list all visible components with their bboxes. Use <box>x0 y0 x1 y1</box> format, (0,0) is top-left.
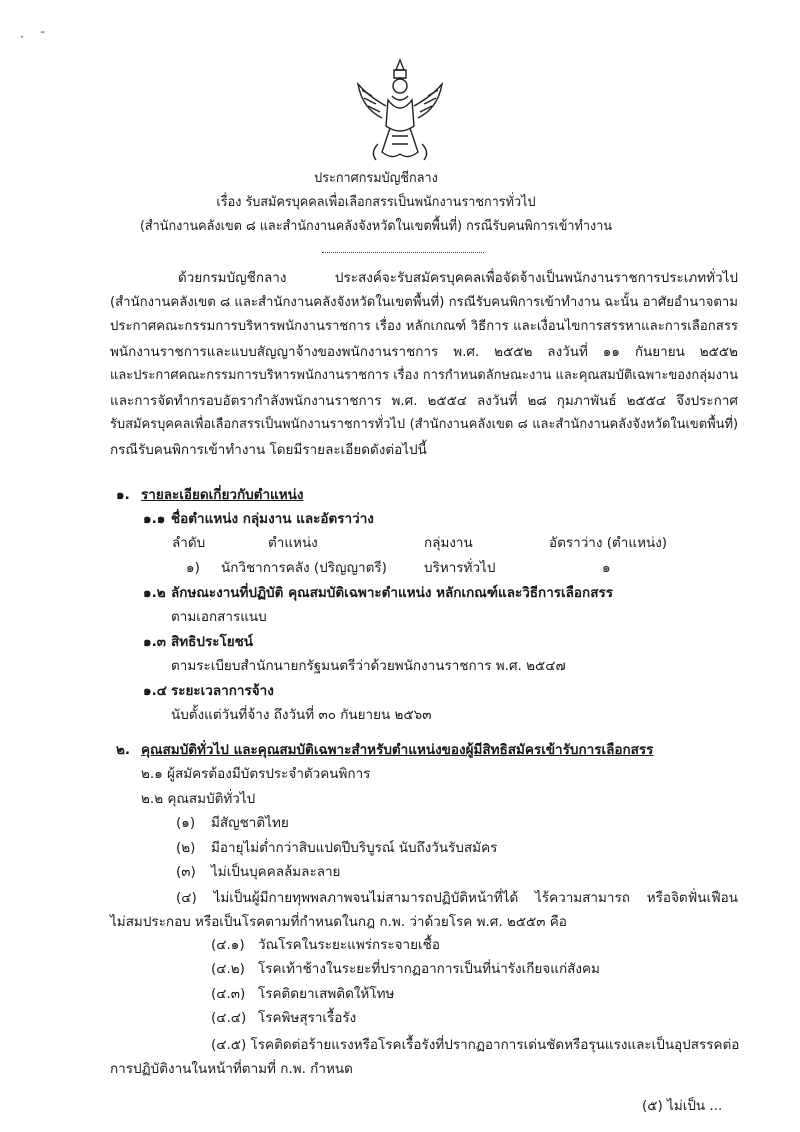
table-cell-position: นักวิชาการคลัง (ปริญญาตรี) <box>221 560 387 576</box>
section-2-number: ๒. <box>116 742 131 758</box>
scan-mark: · ˉ <box>20 30 52 44</box>
page-continuation: (๕) ไม่เป็น ... <box>642 1098 723 1114</box>
intro-line-7: รับสมัครบุคคลเพื่อเลือกสรรเป็นพนักงานราชการทั่วไป (สำนักงานคลังเขต ๘ และสำนักงานคลังจังหวัดในเขตพื้นที่) <box>110 417 738 432</box>
qualification-2-text: มีอายุไม่ต่ำกว่าสิบแปดปีบริบูรณ์ นับถึงวันรับสมัคร <box>211 840 498 856</box>
section-1-3-title: สิทธิประโยชน์ <box>171 634 254 650</box>
section-1-3-number: ๑.๓ <box>143 634 166 650</box>
disease-3-number: (๔.๓) <box>211 986 246 1002</box>
garuda-emblem-icon <box>352 56 448 166</box>
section-1-3-body: ตามระเบียบสำนักนายกรัฐมนตรีว่าด้วยพนักงานราชการ พ.ศ. ๒๕๔๗ <box>171 658 566 674</box>
table-cell-group: บริหารทั่วไป <box>424 560 496 576</box>
document-subtitle: (สำนักงานคลังเขต ๘ และสำนักงานคลังจังหวัดในเขตพื้นที่) กรณีรับคนพิการเข้าทำงาน <box>139 218 612 234</box>
section-1-2-body: ตามเอกสารแนบ <box>171 609 267 625</box>
disease-1-text: วัณโรคในระยะแพร่กระจายเชื้อ <box>258 937 440 953</box>
disease-4-text: โรคพิษสุราเรื้อรัง <box>258 1010 357 1026</box>
disease-5-line-1: (๔.๕) โรคติดต่อร้ายแรงหรือโรคเรื้อรังที่ปรากฏอาการเด่นชัดหรือรุนแรงและเป็นอุปสรรคต่อ <box>211 1037 740 1053</box>
table-header-group: กลุ่มงาน <box>424 535 473 551</box>
disease-3-text: โรคติดยาเสพติดให้โทษ <box>258 986 395 1002</box>
section-1-number: ๑. <box>116 487 130 503</box>
document-subject: เรื่อง รับสมัครบุคคลเพื่อเลือกสรรเป็นพนักงานราชการทั่วไป <box>216 194 536 210</box>
section-1-1-title: ชื่อตำแหน่ง กลุ่มงาน และอัตราว่าง <box>171 511 374 527</box>
qualification-1-number: (๑) <box>176 815 196 831</box>
qualification-2-number: (๒) <box>176 840 196 856</box>
disease-4-number: (๔.๔) <box>211 1010 247 1026</box>
table-header-position: ตำแหน่ง <box>268 535 318 551</box>
section-2-1: ๒.๑ ผู้สมัครต้องมีบัตรประจำตัวคนพิการ <box>141 766 371 782</box>
qualification-4-line-1: (๔) ไม่เป็นผู้มีกายทุพพลภาพจนไม่สามารถปฏิบัติหน้าที่ได้ ไร้ความสามารถ หรือจิตฟั่นเฟือน <box>176 890 738 906</box>
section-1-4-title: ระยะเวลาการจ้าง <box>171 683 274 699</box>
section-1-2-number: ๑.๒ <box>143 585 166 601</box>
document-agency: ประกาศกรมบัญชีกลาง <box>314 170 438 186</box>
intro-line-6: และการจัดทำกรอบอัตรากำลังพนักงานราชการ พ.ศ. ๒๕๕๔ ลงวันที่ ๒๘ กุมภาพันธ์ ๒๕๕๔ จึงประกาศ <box>110 392 738 409</box>
intro-line-8: กรณีรับคนพิการเข้าทำงาน โดยมีรายละเอียดดังต่อไปนี้ <box>110 441 427 458</box>
intro-line-4: พนักงานราชการและแบบสัญญาจ้างของพนักงานราชการ พ.ศ. ๒๕๕๒ ลงวันที่ ๑๑ กันยายน ๒๕๕๒ <box>110 343 738 360</box>
section-2-title: คุณสมบัติทั่วไป และคุณสมบัติเฉพาะสำหรับตำแหน่งของผู้มีสิทธิสมัครเข้ารับการเลือกสรร <box>141 742 654 758</box>
table-header-order: ลำดับ <box>172 535 206 551</box>
intro-line-5: และประกาศคณะกรรมการบริหารพนักงานราชการ เรื่อง การกำหนดลักษณะงาน และคุณสมบัติเฉพาะของกลุ่มงาน <box>110 368 739 383</box>
section-1-2-title: ลักษณะงานที่ปฏิบัติ คุณสมบัติเฉพาะตำแหน่ง หลักเกณฑ์และวิธีการเลือกสรร <box>171 585 613 601</box>
title-divider <box>322 252 484 253</box>
qualification-4-line-2: ไม่สมประกอบ หรือเป็นโรคตามที่กำหนดในกฎ ก.พ. ว่าด้วยโรค พ.ศ. ๒๕๕๓ คือ <box>110 914 567 930</box>
disease-2-text: โรคเท้าช้างในระยะที่ปรากฏอาการเป็นที่น่ารังเกียจแก่สังคม <box>258 961 600 977</box>
table-cell-vacancy: ๑ <box>602 560 611 576</box>
section-1-title: รายละเอียดเกี่ยวกับตำแหน่ง <box>141 487 304 503</box>
section-1-1-number: ๑.๑ <box>143 511 166 527</box>
intro-line-2: (สำนักงานคลังเขต ๘ และสำนักงานคลังจังหวัดในเขตพื้นที่) กรณีรับคนพิการเข้าทำงาน ฉะนั้น อาศัยอำนาจตาม <box>110 294 738 310</box>
section-1-4-body: นับตั้งแต่วันที่จ้าง ถึงวันที่ ๓๐ กันยายน ๒๕๖๓ <box>171 707 432 723</box>
section-2-2: ๒.๒ คุณสมบัติทั่วไป <box>141 791 256 807</box>
qualification-3-text: ไม่เป็นบุคคลล้มละลาย <box>211 864 341 880</box>
section-1-4-number: ๑.๔ <box>143 683 167 699</box>
disease-1-number: (๔.๑) <box>211 937 245 953</box>
intro-line-1: ด้วยกรมบัญชีกลาง ประสงค์จะรับสมัครบุคคลเพื่อจัดจ้างเป็นพนักงานราชการประเภททั่วไป <box>178 270 738 286</box>
disease-5-line-2: การปฏิบัติงานในหน้าที่ตามที่ ก.พ. กำหนด <box>110 1061 353 1077</box>
table-header-vacancy: อัตราว่าง (ตำแหน่ง) <box>549 535 668 551</box>
qualification-3-number: (๓) <box>176 864 196 880</box>
qualification-1-text: มีสัญชาติไทย <box>211 815 289 831</box>
disease-2-number: (๔.๒) <box>211 961 245 977</box>
intro-line-3: ประกาศคณะกรรมการบริหารพนักงานราชการ เรื่อง หลักเกณฑ์ วิธีการ และเงื่อนไขการสรรหาและการเลือกสรร <box>110 319 738 334</box>
table-cell-order: ๑) <box>186 560 200 576</box>
